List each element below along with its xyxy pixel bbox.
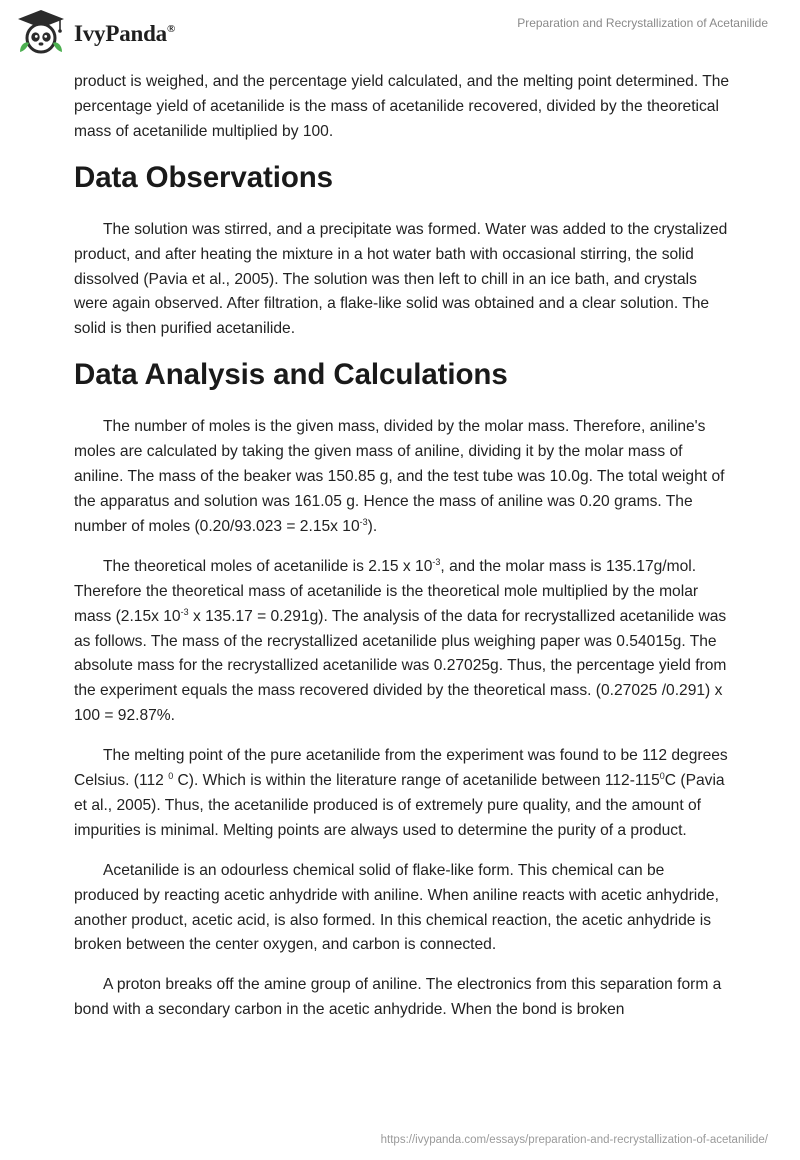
heading-data-analysis: Data Analysis and Calculations xyxy=(74,358,508,392)
intro-paragraph: product is weighed, and the percentage yield calculated, and the melting point determined. The percentage yield of acetanilide is the mass of acetanilide recovered, divided by the theoretical mass of acetanilide multiplied by 100. xyxy=(74,73,730,140)
analysis-paragraph-1: The number of moles is the given mass, divided by the molar mass. Therefore, aniline's moles are calculated by taking the given mass of aniline, dividing it by the molar mass of aniline. The mass of the beaker was 150.85 g, and the test tube was 10.0g. The total weight of the apparatus and solution was 161.05 g. Hence the mass of aniline was 0.20 grams. The number of moles (0.20/93.023 = 2.15x $10^{-3}$). xyxy=(74,418,725,535)
heading-data-observations: Data Observations xyxy=(74,160,333,194)
observations-paragraph: The solution was stirred, and a precipitate was formed. Water was added to the crystalized product, and after heating the mixture in a hot water bath with occasional stirring, the solid dissolved (Pavia et al., 2005). The solution was then left to chill in an ice bath, and crystals were again observed. After filtration, a flake-like solid was obtained and a clear solution. The solid is then purified acetanilide. xyxy=(74,220,728,338)
analysis-paragraph-4: Acetanilide is an odourless chemical solid of flake-like form. This chemical can be produced by reacting acetic anhydride with aniline. When aniline reacts with acetic anhydride, another product, acetic acid, is also formed. In this chemical reaction, the acetic anhydride is broken between the center oxygen, and carbon is connected. xyxy=(74,861,719,954)
page-header xyxy=(0,0,800,64)
essay-body xyxy=(74,70,730,1038)
document-title: Preparation and Recrystallization of Acetanilide xyxy=(517,16,768,30)
brand-logo[interactable] xyxy=(14,8,175,56)
analysis-paragraph-5: A proton breaks off the amine group of aniline. The electronics from this separation form a bond with a secondary carbon in the acetic anhydride. When the bond is broken xyxy=(74,976,722,1019)
analysis-paragraph-3: The melting point of the pure acetanilide from the experiment was found to be 112 degrees Celsius. (112 $^0$ C). Which is within the literature range of acetanilide between $112-115^0C$ (Pavia et al., 2005). Thus, the acetanilide produced is of extremely pure quality, and the amount of impurities is minimal. Melting points are always used to determine the purity of a product. xyxy=(74,747,728,839)
brand-name: IvyPanda® xyxy=(74,21,176,46)
footer-source-url[interactable]: https://ivypanda.com/essays/preparation-and-recrystallization-of-acetanilide/ xyxy=(380,1134,768,1146)
panda-graduate-icon xyxy=(14,8,68,56)
analysis-paragraph-2: The theoretical moles of acetanilide is 2.15 x $10^{-3}$, and the molar mass is 135.17g/mol. Therefore the theoretical mass of acetanilide is the theoretical mole multiplied by the molar mass (2.15x $10^{-3}$ x 135.17 = 0.291g). The analysis of the data for recrystallized acetanilide was as follows. The mass of the recrystallized acetanilide plus weighing paper was 0.54015g. The absolute mass for the recrystallized acetanilide was 0.27025g. Thus, the percentage yield from the experiment equals the mass recovered divided by the theoretical mass. (0.27025 /0.291) x 100 = 92.87%. xyxy=(74,556,727,725)
